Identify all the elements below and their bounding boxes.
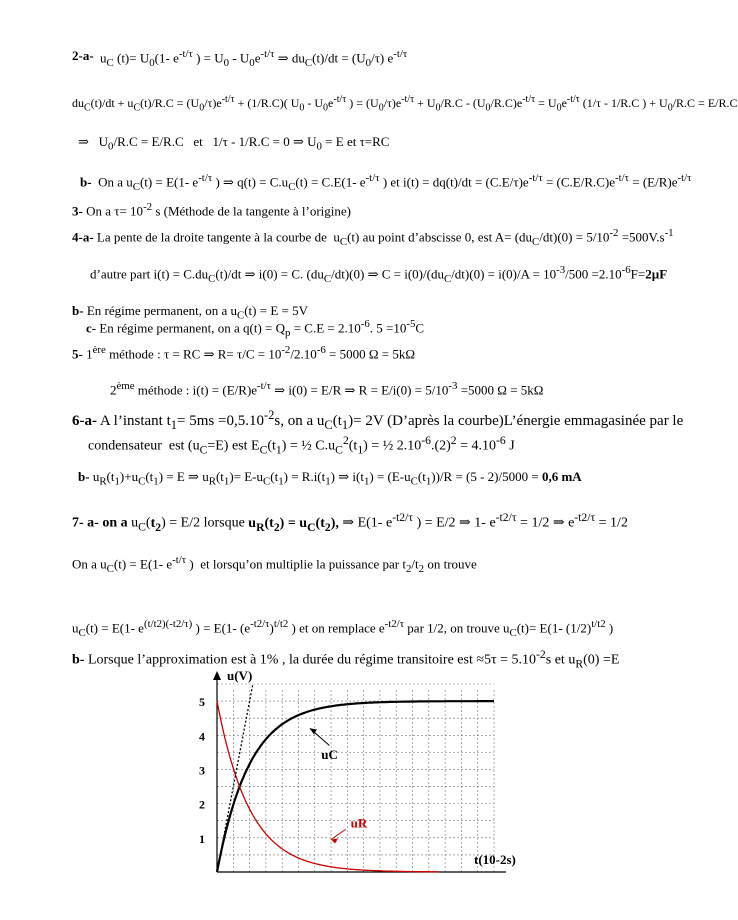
- y-tick-label: 5: [199, 695, 205, 710]
- y-tick-label: 1: [199, 831, 205, 846]
- y-axis-label: u(V): [227, 668, 253, 683]
- annotation-uR: uR: [350, 815, 368, 831]
- annotation-uC: uC: [321, 747, 338, 763]
- y-axis-arrow: [213, 671, 221, 680]
- y-tick-label: 2: [199, 797, 205, 812]
- y-tick-label: 3: [199, 763, 205, 778]
- series-line-tangente: [217, 684, 253, 872]
- y-tick-label: 4: [199, 729, 205, 744]
- x-axis-label: t(10-2s): [474, 852, 516, 867]
